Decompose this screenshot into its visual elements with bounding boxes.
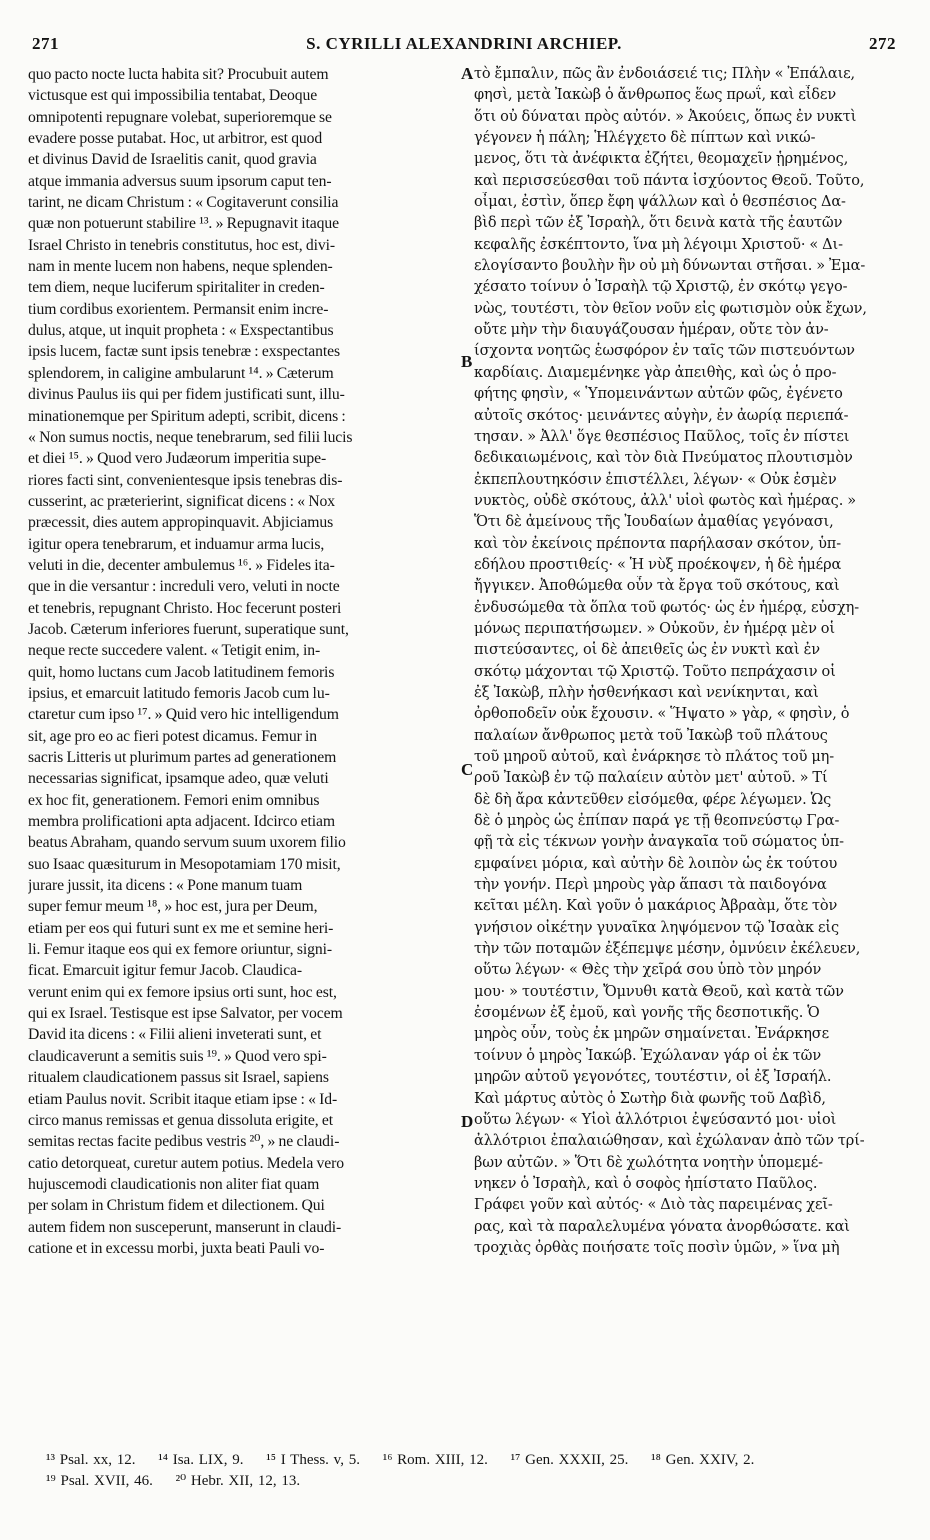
footnote: ¹⁵ I Thess. v, 5. bbox=[266, 1452, 360, 1468]
latin-text-line: David ita dicens : « Filii alieni inveterati sunt, et bbox=[28, 1026, 322, 1044]
greek-text-line: γνήσιον οἰκέτην γυναῖκα ληψόμενον τῷ Ἰσαὰκ εἰς bbox=[474, 919, 840, 936]
latin-text-line: necessarias significat, ipsamque adeo, quæ veluti bbox=[28, 770, 329, 788]
latin-text-line: hujuscemodi claudicationis non aliter fiat quam bbox=[28, 1175, 320, 1193]
latin-text-line: ctaretur cum ipso ¹⁷. » Quid vero hic intelligendum bbox=[28, 706, 339, 724]
latin-text-line: quo pacto nocte lucta habita sit? Procubuit autem bbox=[28, 66, 329, 83]
latin-text-line: atque immania adversus suum ipsorum caput ten- bbox=[28, 172, 332, 190]
greek-text-line: μόνως περιπατήσωμεν. » Οὐκοῦν, ἐν ἡμέρᾳ μὲν οἱ bbox=[474, 620, 836, 637]
greek-text-line: εδήλου προστιθείς· « Ἡ νὺξ προέκοψεν, ἡ δὲ ἡμέρα bbox=[474, 556, 842, 573]
greek-text-line: κεῖται μέλη. Καὶ γοῦν ὁ μακάριος Ἀβραὰμ, ὅτε τὸν bbox=[474, 898, 838, 915]
latin-text-line: splendorem, in caligine ambularunt ¹⁴. » Cæterum bbox=[28, 364, 334, 382]
latin-text-line: li. Femur itaque eos qui ex femore oriuntur, signi- bbox=[28, 941, 332, 959]
section-marker-c: C bbox=[461, 760, 474, 779]
greek-text-line: καὶ περισσεύεσθαι τοῦ πάντα ἰσχύοντος Θεοῦ. Τοῦτο, bbox=[474, 172, 865, 189]
latin-text-line: que in die versantur : increduli vero, veluti in nocte bbox=[28, 578, 340, 596]
page-number-left: 271 bbox=[32, 34, 59, 53]
greek-column bbox=[474, 64, 898, 1420]
footnote: ¹⁸ Gen. XXIV, 2. bbox=[651, 1452, 755, 1468]
latin-text-line: ritualem claudicationem passus sit Israel, sapiens bbox=[28, 1069, 329, 1087]
latin-column bbox=[28, 64, 464, 1420]
greek-text-line: ἀλλότριοι ἐπαλαιώθησαν, καὶ ἐχώλαναν ἀπὸ τῶν τρί- bbox=[474, 1133, 865, 1150]
latin-text-line: et divinus David de Israelitis canit, quod gravia bbox=[28, 151, 317, 169]
greek-text-line: οὕτω λέγων· « Υἱοὶ ἀλλότριοι ἐψεύσαντό μοι· υἱοὶ bbox=[474, 1111, 837, 1128]
latin-text-line: ipsis lucem, factæ sunt ipsis tenebræ : exspectantes bbox=[28, 343, 340, 361]
greek-text-line: ίσχοντα νοητῶς ἑωσφόρον ἐν ταῖς τῶν πιστευόντων bbox=[474, 343, 855, 360]
greek-text-line: καρδίαις. Διαμεμένηκε γὰρ ἀπειθὴς, καὶ ὡς ὁ προ- bbox=[474, 364, 837, 381]
page-header bbox=[32, 34, 896, 60]
greek-text-line: ροῦ Ἰακὼβ ἐν τῷ παλαίειν αὐτὸν μετ' αὐτοῦ. » Τί bbox=[474, 770, 828, 787]
greek-text-line: γέγονεν ἡ πάλη; Ἡλέγχετο δὲ πίπτων καὶ νικώ- bbox=[474, 130, 816, 147]
greek-text-line: φῇ τὰ εἰς τέκνων γονὴν ἀναγκαῖα τοῦ σώματος ὑπ- bbox=[474, 834, 844, 851]
latin-text-line: et tenebris, repugnant Christo. Hoc fecerunt posteri bbox=[28, 599, 342, 617]
greek-text-line: βων αὐτῶν. » Ὅτι δὲ χωλότητα νοητὴν ὑπομεμέ- bbox=[474, 1154, 823, 1171]
greek-text-line: νηκεν ὁ Ἰσραὴλ, καὶ ὁ σοφὸς ἠπίστατο Παῦλος. bbox=[474, 1175, 818, 1192]
greek-text-line: οὔτε μὴν τὴν διαυγάζουσαν ἡμέραν, οὔτε τὸν ἀν- bbox=[474, 322, 829, 339]
latin-text-line: tarint, ne dicam Christum : « Cogitaverunt consilia bbox=[28, 194, 339, 212]
latin-text-line: victusque est qui impossibilia tentabat, Deoque bbox=[28, 87, 318, 105]
footnote: ¹³ Psal. xx, 12. bbox=[46, 1452, 136, 1468]
latin-text-line: semitas rectas facite pedibus vestris ²⁰, » ne claudi- bbox=[28, 1133, 340, 1151]
latin-text-line: divinus Paulus iis qui per fidem justificati sunt, illu- bbox=[28, 386, 345, 404]
latin-text-line: neque recte succedere valent. « Tetigit enim, in- bbox=[28, 642, 321, 660]
greek-text-line: μηρὸς οὖν, τοὺς ἐκ μηρῶν σημαίνεται. Ἐνάρκησε bbox=[474, 1026, 829, 1043]
latin-text-line: riores facti sint, convenientesque ipsis tenebras dis- bbox=[28, 471, 343, 489]
greek-text-line: Γράφει γοῦν καὶ αὐτός· « Διὸ τὰς παρειμένας χεῖ- bbox=[474, 1197, 833, 1214]
greek-text-line: τὸ ἔμπαλιν, πῶς ἂν ἐνδοιάσειέ τις; Πλὴν « Ἐπάλαιε, bbox=[474, 66, 856, 82]
latin-text-line: qui ex Israel. Testisque est ipse Salvator, per vocem bbox=[28, 1005, 343, 1023]
greek-text-line: ἐνδυσώμεθα τὰ ὅπλα τοῦ φωτός· ὡς ἐν ἡμέρᾳ, εὐσχη- bbox=[474, 599, 860, 616]
greek-text-line: ὅτι οὐ δύναται πρὸς αὐτόν. » Ἀκούεις, ὅπως ἐν νυκτὶ bbox=[474, 108, 857, 125]
latin-text-line: etiam per eos qui futuri sunt ex me et semine heri- bbox=[28, 919, 334, 937]
latin-text-line: omnipotenti repugnare volebat, superioremque se bbox=[28, 108, 332, 126]
greek-text-line: φήτης φησὶν, « Ὑπομεινάντων αὐτῶν φῶς, ἐγένετο bbox=[474, 386, 843, 403]
latin-text-line: jurare jussit, ita dicens : « Pone manum tuam bbox=[28, 877, 303, 895]
latin-text-line: Israel Christo in tenebris constitutus, hoc est, divi- bbox=[28, 236, 335, 254]
latin-text-line: etiam Paulus novit. Scribit itaque etiam ipse : « Id- bbox=[28, 1090, 338, 1108]
greek-text-line: οὕτω λέγων· « Θὲς τὴν χεῖρά σου ὑπὸ τὸν μηρόν bbox=[474, 962, 822, 979]
greek-text-line: δὲ δὴ ἄρα κἀντεῦθεν εἰσόμεθα, φέρε λέγωμεν. Ὡς bbox=[474, 791, 832, 808]
greek-text-line: μηρῶν αὐτοῦ γεγονότες, τουτέστιν, οἱ ἐξ Ἰσραήλ. bbox=[474, 1069, 832, 1086]
latin-text-line: tem diem, neque luciferum spiritaliter in creden- bbox=[28, 279, 325, 297]
latin-text-line: circo manus remissas et genua dissoluta erigite, et bbox=[28, 1111, 334, 1129]
footnote: ¹⁴ Isa. LIX, 9. bbox=[158, 1452, 244, 1468]
latin-text-line: autem fidem non susceperunt, manserunt in claudi- bbox=[28, 1218, 342, 1236]
greek-text-line: τοίνυν ὁ μηρὸς Ἰακώβ. Ἐχώλαναν γάρ οἱ ἐκ τῶν bbox=[474, 1047, 822, 1064]
footnote: ¹⁶ Rom. XIII, 12. bbox=[382, 1452, 488, 1468]
greek-text-line: κεφαλῆς ἐσκέπτοντο, ἵνα μὴ λέγοιμι Χριστοῦ· « Δι- bbox=[474, 236, 843, 253]
latin-text-line: per solam in Christum fidem et dilectionem. Qui bbox=[28, 1197, 325, 1215]
latin-text-line: ipsius, et emarcuit latitudo femoris Jacob cum lu- bbox=[28, 684, 330, 702]
greek-text-line: βὶδ περὶ τῶν ἐξ Ἰσραὴλ, ὅτι δεινὰ κατὰ τῆς ἑαυτῶν bbox=[474, 215, 843, 232]
latin-text-line: claudicaverunt a semitis suis ¹⁹. » Quod vero spi- bbox=[28, 1047, 327, 1065]
greek-text-line: ἐκπεπλουτηκόσιν ἐπιστέλλει, λέγων· « Οὐκ ἐσμὲν bbox=[474, 471, 837, 488]
latin-text-line: sacris Litteris ut plurimum partes ad generationem bbox=[28, 749, 337, 766]
latin-text-line: et diei ¹⁵. » Quod vero Judæorum imperitia supe- bbox=[28, 450, 327, 468]
footnote-row bbox=[46, 1450, 906, 1471]
section-marker-b: B bbox=[461, 352, 473, 371]
greek-text-line: πιστεύσαντες, οἱ δὲ ἀπειθεῖς ὡς ἐν νυκτὶ καὶ ἐν bbox=[474, 642, 820, 659]
latin-text-line: « Non sumus noctis, neque tenebrarum, sed filii lucis bbox=[28, 428, 353, 446]
greek-text-line: αὐτοῖς σκότος· μεινάντες αὐγὴν, ἐν ἀωρίᾳ περιεπά- bbox=[474, 407, 849, 424]
greek-text-line: νὼς, τουτέστι, τὸν θεῖον νοῦν εἰς φωτισμὸν οὐκ ἔχων, bbox=[474, 300, 867, 317]
greek-text-line: μενος, ὅτι τὰ ἀνέφικτα ἐζήτει, θεομαχεῖν ᾑρημένος, bbox=[474, 151, 849, 168]
latin-text-line: quit, homo luctans cum Jacob latitudinem femoris bbox=[28, 663, 335, 681]
latin-text-line: Jacob. Cæterum inferiores fuerunt, superatique sunt, bbox=[28, 620, 349, 638]
greek-text-line: χέσατο τοίνυν ὁ Ἰσραὴλ τῷ Χριστῷ, ἐν σκότῳ γεγο- bbox=[474, 279, 848, 296]
greek-text-line: δεδικαιωμένοις, καὶ τὸν διὰ Πνεύματος πλουτισμὸν bbox=[474, 450, 853, 467]
latin-text-line: beatus Abraham, quando servum suum uxorem filio bbox=[28, 834, 346, 852]
latin-text-line: quæ non potuerunt stabilire ¹³. » Repugnavit itaque bbox=[28, 215, 340, 233]
footnote: ²⁰ Hebr. XII, 12, 13. bbox=[175, 1473, 301, 1489]
latin-text-line: minationemque per Spiritum adepti, scribit, dicens : bbox=[28, 407, 346, 425]
section-marker-a: A bbox=[461, 64, 474, 83]
footnote: ¹⁹ Psal. XVII, 46. bbox=[46, 1473, 153, 1489]
latin-text-line: sit, age pro eo ac fieri potest dicamus. Femur in bbox=[28, 727, 318, 745]
running-title: S. CYRILLI ALEXANDRINI ARCHIEP. bbox=[306, 34, 622, 53]
greek-text-line: ρας, καὶ τὰ παραλελυμένα γόνατα ἀνορθώσατε. καὶ bbox=[474, 1218, 850, 1235]
greek-text-line: εμφαίνει μόρια, καὶ αὐτὴν δὲ λοιπὸν ὡς ἐκ τούτου bbox=[474, 855, 838, 872]
latin-text-line: membra prolificationi apta adjacent. Idcirco etiam bbox=[28, 813, 335, 831]
greek-text-line: τησαν. » Ἀλλ' ὅγε θεσπέσιος Παῦλος, τοῖς ἐν πίστει bbox=[474, 428, 850, 445]
latin-text-line: tium cordibus exorientem. Permansit enim incre- bbox=[28, 300, 329, 318]
greek-text-line: Καὶ μάρτυς αὐτὸς ὁ Σωτὴρ διὰ φωνῆς τοῦ Δαβὶδ, bbox=[474, 1090, 826, 1107]
latin-text-line: verunt enim qui ex femore ipsius orti sunt, hoc est, bbox=[28, 983, 337, 1001]
latin-text-line: dulus, atque, ut inquit propheta : « Exspectantibus bbox=[28, 322, 334, 340]
section-marker-d: D bbox=[461, 1112, 474, 1131]
greek-text-line: ὀρθοποδεῖν οὐκ ἔχουσιν. « Ἥψατο » γὰρ, « φησὶν, ὁ bbox=[474, 706, 850, 723]
greek-text-line: οἶμαι, ἐστὶν, ὅπερ ἔφη ψάλλων καὶ ὁ θεσπέσιος Δα- bbox=[474, 194, 846, 211]
greek-text-line: παλαίων ἄνθρωπος μετὰ τοῦ Ἰακὼβ τοῦ πλάτους bbox=[474, 727, 828, 744]
latin-text-line: ex hoc fit, generationem. Femori enim omnibus bbox=[28, 791, 320, 809]
greek-text-line: σκότῳ μάχονται τῷ Χριστῷ. Τοῦτο πεπράχασιν οἱ bbox=[474, 663, 836, 680]
greek-text-line: ἐσομένων ἐξ ἐμοῦ, καὶ γονῆς τῆς δεσποτικῆς. Ὁ bbox=[474, 1005, 820, 1022]
footnote-row bbox=[46, 1471, 906, 1492]
latin-text-line: nam in mente lucem non habens, neque splenden- bbox=[28, 258, 333, 276]
latin-text-line: igitur opera tenebrarum, et induamur arma lucis, bbox=[28, 535, 325, 553]
latin-text-line: evadere posse putabat. Hoc, ut arbitror, est quod bbox=[28, 130, 323, 148]
latin-text-line: ficat. Emarcuit igitur femur Jacob. Claudica- bbox=[28, 962, 302, 980]
latin-text-line: suo Isaac quæsiturum in Mesopotamiam 170 misit, bbox=[28, 855, 341, 873]
latin-text-line: catio detorqueat, curetur autem potius. Medela vero bbox=[28, 1154, 344, 1172]
greek-text-line: φησὶ, μετὰ Ἰακὼβ ὁ ἄνθρωπος ἕως πρωΐ, καὶ εἶδεν bbox=[474, 87, 837, 104]
latin-text-line: cusserint, ac præterierint, significat dicens : « Nox bbox=[28, 492, 336, 510]
greek-text-line: τὴν τῶν ποταμῶν ἐξέπεμψε μέσην, ὀμνύειν ἐκέλευεν, bbox=[474, 941, 861, 958]
greek-text-line: δὲ ὁ μηρὸς ὡς ἐπίπαν παρά γε τῇ θεοπνεύστῳ Γρα- bbox=[474, 813, 840, 830]
latin-text-line: præcessit, dies autem appropinquavit. Abjiciamus bbox=[28, 514, 334, 532]
latin-text-line: super femur meum ¹⁸, » hoc est, jura per Deum, bbox=[28, 898, 318, 916]
greek-text-line: ελογίσαντο βουλὴν ἣν οὐ μὴ δύνωνται στῆσαι. » Ἐμα- bbox=[474, 258, 866, 275]
greek-text-line: ἤγγικεν. Ἀποθώμεθα οὖν τὰ ἔργα τοῦ σκότους, καὶ bbox=[474, 578, 840, 595]
greek-text-line: ἐξ Ἰακὼβ, πλὴν ἠσθενήκασι καὶ νενίκηνται, καὶ bbox=[474, 684, 819, 701]
footnotes bbox=[46, 1450, 906, 1492]
greek-text-line: μου· » τουτέστιν, Ὄμνυθι κατὰ Θεοῦ, καὶ κατὰ τῶν bbox=[474, 983, 844, 1000]
latin-text-line: catione et in excessu morbi, juxta beati Pauli vo- bbox=[28, 1239, 325, 1257]
greek-text-line: καὶ τὸν ἐκείνοις πρέποντα παρήλασαν σκότον, ὑπ- bbox=[474, 535, 842, 552]
footnote: ¹⁷ Gen. XXXII, 25. bbox=[510, 1452, 629, 1468]
greek-text-line: τοῦ μηροῦ αὐτοῦ, καὶ ἐνάρκησε τὸ πλάτος τοῦ μη- bbox=[474, 749, 835, 765]
greek-text-line: νυκτὸς, οὐδὲ σκότους, ἀλλ' υἱοὶ φωτὸς καὶ ἡμέρας. » bbox=[474, 492, 856, 509]
latin-text-line: veluti in die, decenter ambulemus ¹⁶. » Fideles ita- bbox=[28, 556, 335, 574]
page-number-right: 272 bbox=[869, 34, 896, 53]
greek-text-line: τροχιὰς ὀρθὰς ποιήσατε τοῖς ποσὶν ὑμῶν, » ἵνα μὴ bbox=[474, 1239, 840, 1256]
greek-text-line: Ὅτι δὲ ἀμείνους τῆς Ἰουδαίων ἀμαθίας γεγόνασι, bbox=[474, 514, 834, 531]
greek-text-line: τὴν γονήν. Περὶ μηροὺς γὰρ ἅπασι τὰ παιδογόνα bbox=[474, 877, 827, 894]
